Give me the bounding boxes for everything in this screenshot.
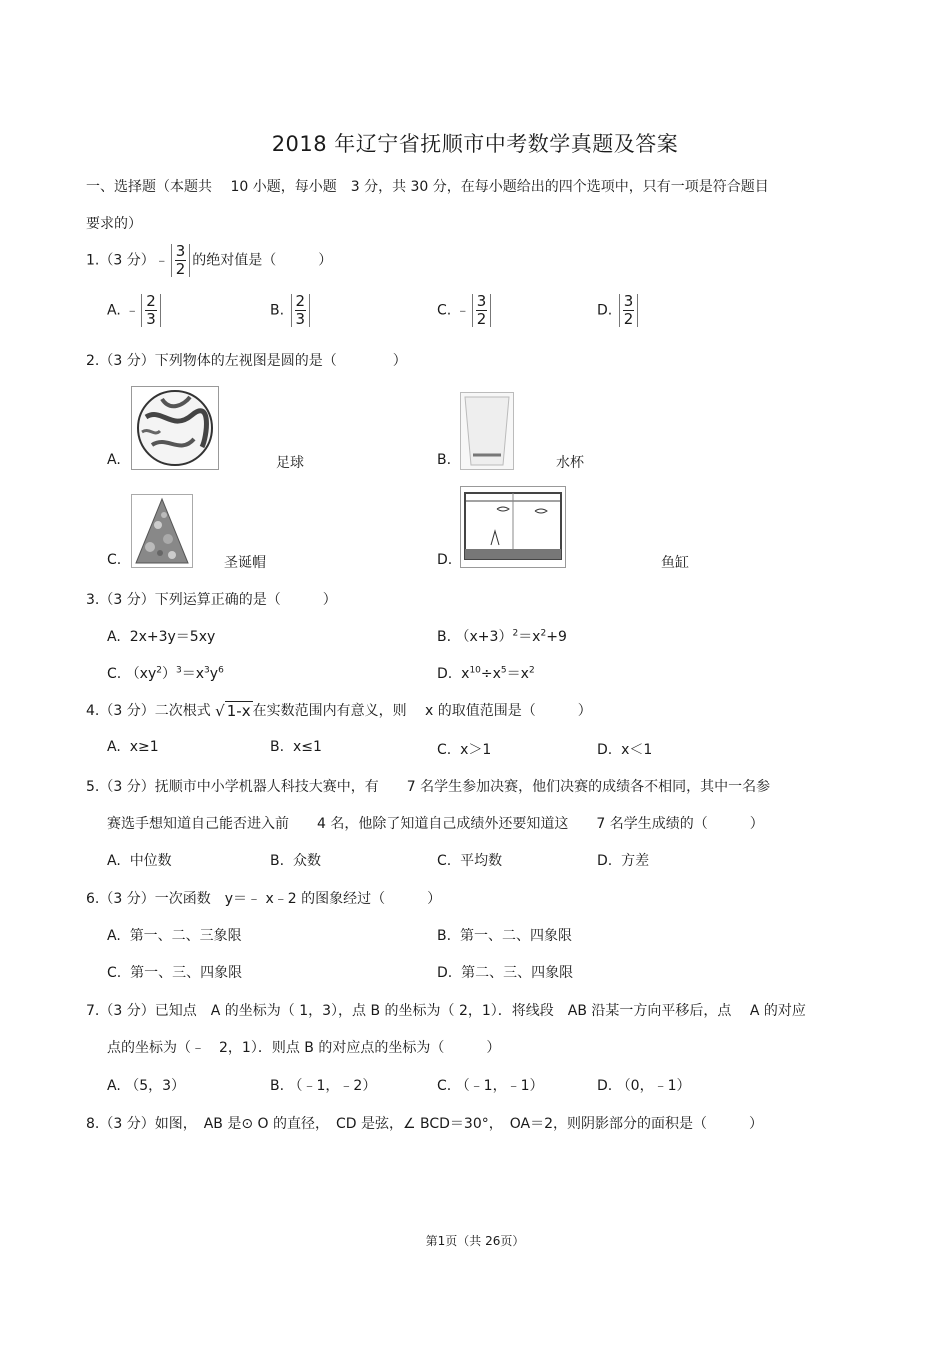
question-5-line2: 赛选手想知道自己能否进入前 4 名，他除了知道自己成绩外还要知道这 7 名学生成绩的（ ） [107,816,764,832]
fish-tank-image [460,486,566,568]
q2-option-a-label[interactable]: A. [107,452,121,468]
q2-option-d-caption: 鱼缸 [661,555,689,571]
q6-option-b[interactable]: B. 第一、二、四象限 [437,928,572,944]
q4-option-a[interactable]: A. x≥1 [107,739,159,755]
christmas-hat-image [131,494,193,568]
q2-option-b-caption: 水杯 [556,455,584,471]
q1-option-c[interactable]: C. ﹣ $\frac{3}{2}$ [437,294,493,327]
q2-option-d-label[interactable]: D. [437,552,453,568]
q5-option-c[interactable]: C. 平均数 [437,853,503,869]
q3-option-a[interactable]: A. 2x+3y＝5xy [107,629,216,645]
q5-option-a[interactable]: A. 中位数 [107,853,172,869]
section-heading-line1: 一、选择题（本题共 10 小题，每小题 3 分，共 30 分，在每小题给出的四个选项中，只有一项是符合题目 [86,179,769,195]
q5-option-b[interactable]: B. 众数 [270,853,321,869]
q4-radical: √ 1-x [215,702,251,720]
q4-option-d[interactable]: D. x＜1 [597,742,653,758]
q1-fraction: $\frac{3}{2}$ [171,244,191,277]
q6-option-a[interactable]: A. 第一、二、三象限 [107,928,242,944]
question-6: 6.（3 分）一次函数 y＝﹣ x﹣2 的图象经过（ ） [86,891,442,907]
q5-option-d[interactable]: D. 方差 [597,853,650,869]
question-8: 8.（3 分）如图， AB 是⊙ O 的直径， CD 是弦，∠ BCD＝30°， OA＝2，则阴影部分的面积是（ ） [86,1116,763,1132]
q1-prefix: 1.（3 分）﹣ [86,252,169,269]
question-2: 2.（3 分）下列物体的左视图是圆的是（ ） [86,353,407,369]
page-title: 2018 年辽宁省抚顺市中考数学真题及答案 [271,132,679,156]
question-4: 4.（3 分）二次根式 √ 1-x 在实数范围内有意义，则 x 的取值范围是（ ） [86,702,592,720]
q1-option-a[interactable]: A. ﹣ $\frac{2}{3}$ [107,294,163,327]
page-footer: 第1页（共 26页） [425,1234,525,1248]
q7-option-c[interactable]: C. （﹣1，﹣1） [437,1078,544,1094]
q7-option-a[interactable]: A. （5，3） [107,1078,186,1094]
question-3: 3.（3 分）下列运算正确的是（ ） [86,592,337,608]
question-7-line2: 点的坐标为（﹣ 2，1）．则点 B 的对应点的坐标为（ ） [107,1040,501,1056]
q2-option-a-caption: 足球 [276,455,304,471]
q7-option-b[interactable]: B. （﹣1，﹣2） [270,1078,377,1094]
section-heading-line2: 要求的） [86,216,142,232]
q2-option-c-label[interactable]: C. [107,552,122,568]
q1-option-b[interactable]: B. $\frac{2}{3}$ [270,294,312,327]
q4-option-c[interactable]: C. x＞1 [437,742,492,758]
q1-option-d[interactable]: D. $\frac{3}{2}$ [597,294,640,327]
q2-option-c-caption: 圣诞帽 [224,555,266,571]
q2-option-b-label[interactable]: B. [437,452,452,468]
q3-option-b[interactable]: B. $(x+3)^2=x^2+9$ [437,628,567,645]
q6-option-d[interactable]: D. 第二、三、四象限 [437,965,574,981]
question-5-line1: 5.（3 分）抚顺市中小学机器人科技大赛中，有 7 名学生参加决赛，他们决赛的成绩各不相同，其中一名参 [86,779,771,795]
q3-option-c[interactable]: C. $(xy^2)^3=x^3y^6$ [107,665,224,682]
q3-option-d[interactable]: D. $x^{10}\div x^5=x^2$ [437,665,535,682]
soccer-ball-image [131,386,219,470]
question-1 [86,244,332,277]
q6-option-c[interactable]: C. 第一、三、四象限 [107,965,243,981]
q1-suffix: 的绝对值是（ ） [192,252,333,269]
water-cup-image [460,392,514,470]
q7-option-d[interactable]: D. （0，﹣1） [597,1078,691,1094]
q4-option-b[interactable]: B. x≤1 [270,739,322,755]
question-7-line1: 7.（3 分）已知点 A 的坐标为（ 1，3），点 B 的坐标为（ 2，1）．将线段 AB 沿某一方向平移后，点 A 的对应 [86,1003,806,1019]
